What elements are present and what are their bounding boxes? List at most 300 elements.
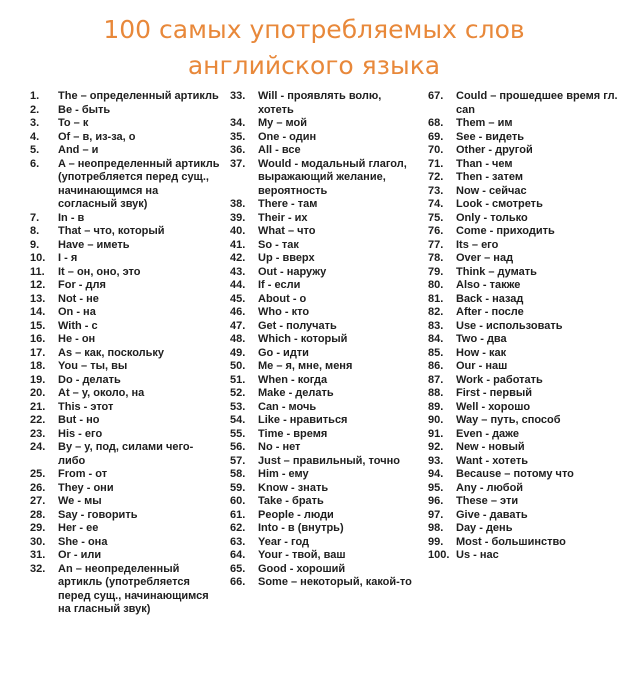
word-number: 42. <box>230 252 246 264</box>
word-item <box>30 428 220 442</box>
word-item <box>230 509 420 523</box>
word-text: Some – некоторый, какой-то <box>258 576 412 588</box>
word-text: Have – иметь <box>58 238 130 251</box>
word-text: So - так <box>258 238 299 251</box>
word-number: 51. <box>230 373 246 386</box>
word-text: If - если <box>258 279 301 291</box>
word-text: Her - ее <box>58 522 99 534</box>
word-text: It – он, оно, это <box>58 265 141 278</box>
word-number: 2. <box>30 103 40 116</box>
word-number: 34. <box>230 117 246 129</box>
word-number: 65. <box>230 562 246 575</box>
word-number: 90. <box>428 414 444 426</box>
word-item <box>428 333 623 347</box>
word-item <box>30 549 220 563</box>
word-item <box>230 347 420 361</box>
word-number: 92. <box>428 441 444 453</box>
word-item <box>30 225 220 239</box>
word-text: Of – в, из-за, о <box>58 130 136 143</box>
word-column-1 <box>30 90 220 617</box>
word-text: Because – потому что <box>456 468 574 480</box>
word-item <box>230 428 420 442</box>
word-item <box>230 360 420 374</box>
word-text: These – эти <box>456 495 519 507</box>
word-number: 83. <box>428 319 444 332</box>
word-text: Their - их <box>258 211 308 224</box>
word-item <box>428 455 623 469</box>
word-item <box>428 401 623 415</box>
word-item <box>230 495 420 509</box>
word-item <box>428 374 623 388</box>
word-item <box>428 428 623 442</box>
word-item <box>428 171 623 185</box>
word-text: You – ты, вы <box>58 360 128 372</box>
word-text: My – мой <box>258 117 307 129</box>
word-item <box>428 509 623 523</box>
page-title <box>0 12 628 84</box>
word-text: As – как, поскольку <box>58 346 165 359</box>
word-number: 17. <box>30 346 46 359</box>
word-number: 15. <box>30 319 46 332</box>
word-number: 77. <box>428 238 444 251</box>
word-item <box>30 347 220 361</box>
word-item <box>30 360 220 374</box>
word-text: Go - идти <box>258 346 309 359</box>
word-number: 99. <box>428 535 444 548</box>
word-text: When - когда <box>258 373 328 386</box>
word-number: 100. <box>428 549 450 561</box>
word-text: A – неопределенный артикль (употребляется перед сущ., начинающимся на согласный звук) <box>58 157 220 210</box>
word-text: Back - назад <box>456 292 524 305</box>
word-number: 91. <box>428 427 444 440</box>
word-number: 32. <box>30 562 46 575</box>
word-number: 1. <box>30 90 40 102</box>
word-number: 54. <box>230 414 246 426</box>
word-text: Get - получать <box>258 319 337 332</box>
word-number: 95. <box>428 481 444 494</box>
word-number: 48. <box>230 333 246 345</box>
word-item <box>230 401 420 415</box>
word-item <box>30 563 220 617</box>
word-item <box>230 212 420 226</box>
word-item <box>30 320 220 334</box>
word-number: 87. <box>428 373 444 386</box>
word-text: New - новый <box>456 441 525 453</box>
word-number: 73. <box>428 184 444 197</box>
word-number: 81. <box>428 292 444 305</box>
word-item <box>230 131 420 145</box>
word-number: 85. <box>428 346 444 359</box>
word-item <box>428 347 623 361</box>
word-text: Work - работать <box>456 373 543 386</box>
word-item <box>428 495 623 509</box>
word-number: 63. <box>230 535 246 548</box>
word-item <box>30 266 220 280</box>
word-number: 49. <box>230 346 246 359</box>
word-text: Year - год <box>258 535 310 548</box>
word-number: 35. <box>230 130 246 143</box>
word-number: 23. <box>30 427 46 440</box>
word-text: One - один <box>258 130 317 143</box>
word-text: That – что, который <box>58 225 165 237</box>
word-number: 29. <box>30 522 46 534</box>
word-item <box>30 495 220 509</box>
word-number: 56. <box>230 441 246 453</box>
word-text: Make - делать <box>258 387 334 399</box>
word-number: 86. <box>428 360 444 372</box>
word-item <box>30 509 220 523</box>
word-number: 72. <box>428 171 444 183</box>
word-text: Than - чем <box>456 157 513 170</box>
word-text: In - в <box>58 211 85 224</box>
word-number: 4. <box>30 130 40 143</box>
word-number: 98. <box>428 522 444 534</box>
word-item <box>428 90 623 117</box>
word-text: Its – его <box>456 238 499 251</box>
word-number: 89. <box>428 400 444 413</box>
word-number: 58. <box>230 468 246 480</box>
word-item <box>428 252 623 266</box>
title-line-1: 100 самых употребляемых слов <box>103 15 525 44</box>
word-number: 20. <box>30 387 46 399</box>
word-number: 79. <box>428 265 444 278</box>
word-text: Up - вверх <box>258 252 315 264</box>
word-item <box>428 468 623 482</box>
word-text: At – у, около, на <box>58 387 145 399</box>
word-number: 75. <box>428 211 444 224</box>
word-number: 59. <box>230 481 246 494</box>
word-text: Way – путь, способ <box>456 414 561 426</box>
word-text: Your - твой, ваш <box>258 549 346 561</box>
word-text: After - после <box>456 306 524 318</box>
word-text: Us - нас <box>456 549 499 561</box>
word-number: 21. <box>30 400 46 413</box>
word-number: 28. <box>30 508 46 521</box>
word-number: 53. <box>230 400 246 413</box>
word-number: 47. <box>230 319 246 332</box>
word-item <box>30 536 220 550</box>
word-text: Not - не <box>58 292 99 305</box>
word-text: This - этот <box>58 400 114 413</box>
word-number: 7. <box>30 211 40 224</box>
word-number: 55. <box>230 427 246 440</box>
word-item <box>30 293 220 307</box>
word-item <box>428 320 623 334</box>
word-text: Who - кто <box>258 306 310 318</box>
word-column-2 <box>230 90 420 590</box>
word-number: 38. <box>230 198 246 210</box>
word-item <box>428 212 623 226</box>
word-text: Then - затем <box>456 171 523 183</box>
word-text: See - видеть <box>456 130 524 143</box>
word-number: 30. <box>30 535 46 548</box>
word-text: Time - время <box>258 427 328 440</box>
word-number: 8. <box>30 225 40 237</box>
word-number: 84. <box>428 333 444 345</box>
word-number: 6. <box>30 157 40 170</box>
word-item <box>428 144 623 158</box>
word-item <box>230 441 420 455</box>
word-text: Just – правильный, точно <box>258 454 400 467</box>
word-item <box>30 117 220 131</box>
word-item <box>428 158 623 172</box>
word-item <box>30 306 220 320</box>
word-number: 76. <box>428 225 444 237</box>
word-number: 94. <box>428 468 444 480</box>
word-number: 18. <box>30 360 46 372</box>
word-number: 12. <box>30 279 46 291</box>
word-text: His - его <box>58 427 103 440</box>
word-number: 68. <box>428 117 444 129</box>
word-number: 36. <box>230 144 246 156</box>
word-text: Think – думать <box>456 265 537 278</box>
word-number: 69. <box>428 130 444 143</box>
word-text: All - все <box>258 144 301 156</box>
word-text: Into - в (внутрь) <box>258 522 344 534</box>
word-text: Like - нравиться <box>258 414 348 426</box>
word-item <box>30 104 220 118</box>
word-text: I - я <box>58 252 78 264</box>
word-item <box>428 279 623 293</box>
word-text: Him - ему <box>258 468 309 480</box>
word-text: For - для <box>58 279 106 291</box>
word-item <box>428 225 623 239</box>
word-number: 26. <box>30 481 46 494</box>
word-item <box>230 549 420 563</box>
title-line-2: английского языка <box>187 51 441 80</box>
word-text: But - но <box>58 414 100 426</box>
word-item <box>230 279 420 293</box>
word-number: 5. <box>30 144 40 156</box>
word-item <box>30 401 220 415</box>
word-text: Day - день <box>456 522 513 534</box>
word-text: Good - хороший <box>258 562 346 575</box>
word-text: Be - быть <box>58 103 111 116</box>
word-item <box>230 455 420 469</box>
word-item <box>230 239 420 253</box>
word-item <box>30 414 220 428</box>
word-item <box>30 279 220 293</box>
word-number: 41. <box>230 238 246 251</box>
word-text: Other - другой <box>456 144 533 156</box>
word-item <box>428 293 623 307</box>
word-item <box>230 266 420 280</box>
word-item <box>30 333 220 347</box>
word-number: 14. <box>30 306 46 318</box>
word-text: Out - наружу <box>258 265 327 278</box>
word-text: Look - смотреть <box>456 198 543 210</box>
word-item <box>230 117 420 131</box>
word-text: Also - также <box>456 279 521 291</box>
word-item <box>428 549 623 563</box>
word-item <box>230 198 420 212</box>
word-item <box>230 522 420 536</box>
word-item <box>230 144 420 158</box>
word-item <box>230 387 420 401</box>
word-text: No - нет <box>258 441 301 453</box>
word-item <box>428 387 623 401</box>
word-number: 71. <box>428 157 444 170</box>
word-number: 13. <box>30 292 46 305</box>
word-number: 50. <box>230 360 246 372</box>
word-number: 45. <box>230 292 246 305</box>
word-item <box>30 482 220 496</box>
word-number: 3. <box>30 117 40 129</box>
word-number: 24. <box>30 441 46 453</box>
word-text: To – к <box>58 117 89 129</box>
word-number: 11. <box>30 265 45 278</box>
word-text: Well - хорошо <box>456 400 531 413</box>
word-text: Want - хотеть <box>456 454 529 467</box>
word-number: 9. <box>30 238 40 251</box>
word-number: 66. <box>230 576 246 588</box>
word-text: On - на <box>58 306 96 318</box>
word-number: 62. <box>230 522 246 534</box>
word-text: She - она <box>58 535 108 548</box>
word-item <box>230 90 420 117</box>
word-text: Know - знать <box>258 481 329 494</box>
word-number: 93. <box>428 454 444 467</box>
word-item <box>30 522 220 536</box>
word-text: Will - проявлять волю, хотеть <box>258 90 382 116</box>
word-text: Only - только <box>456 211 528 224</box>
word-text: The – определенный артикль <box>58 90 219 102</box>
word-text: What – что <box>258 225 316 237</box>
word-text: They - они <box>58 481 114 494</box>
word-text: Give - давать <box>456 508 528 521</box>
word-text: He - он <box>58 333 96 345</box>
word-item <box>428 360 623 374</box>
word-number: 57. <box>230 454 246 467</box>
word-text: Most - большинство <box>456 535 566 548</box>
word-number: 33. <box>230 90 246 102</box>
word-item <box>30 144 220 158</box>
word-item <box>428 482 623 496</box>
word-number: 31. <box>30 549 46 561</box>
word-text: By – у, под, силами чего-либо <box>58 441 194 467</box>
word-text: First - первый <box>456 387 533 399</box>
word-item <box>30 212 220 226</box>
word-text: With - с <box>58 319 98 332</box>
word-item <box>230 320 420 334</box>
word-text: People - люди <box>258 508 334 521</box>
word-number: 22. <box>30 414 46 426</box>
word-item <box>230 536 420 550</box>
word-number: 40. <box>230 225 246 237</box>
word-text: Could – прошедшее время гл. can <box>456 90 618 116</box>
word-text: Do - делать <box>58 373 121 386</box>
word-number: 74. <box>428 198 444 210</box>
word-number: 97. <box>428 508 444 521</box>
word-number: 61. <box>230 508 246 521</box>
word-item <box>230 576 420 590</box>
word-item <box>428 441 623 455</box>
word-item <box>230 563 420 577</box>
word-item <box>30 239 220 253</box>
word-item <box>428 522 623 536</box>
word-item <box>230 252 420 266</box>
word-number: 19. <box>30 373 46 386</box>
word-text: Would - модальный глагол, выражающий желание, вероятность <box>258 157 407 197</box>
word-item <box>230 225 420 239</box>
word-text: How - как <box>456 346 507 359</box>
word-text: About - о <box>258 292 307 305</box>
word-text: Say - говорить <box>58 508 138 521</box>
word-item <box>30 158 220 212</box>
word-item <box>30 374 220 388</box>
word-number: 46. <box>230 306 246 318</box>
word-number: 60. <box>230 495 246 507</box>
word-text: And – и <box>58 144 99 156</box>
word-number: 16. <box>30 333 46 345</box>
word-item <box>428 198 623 212</box>
word-item <box>230 374 420 388</box>
word-number: 27. <box>30 495 46 507</box>
word-number: 10. <box>30 252 46 264</box>
word-item <box>30 468 220 482</box>
word-text: Come - приходить <box>456 225 555 237</box>
word-item <box>428 536 623 550</box>
word-item <box>230 333 420 347</box>
word-number: 52. <box>230 387 246 399</box>
word-text: Take - брать <box>258 495 324 507</box>
word-number: 39. <box>230 211 246 224</box>
word-item <box>30 131 220 145</box>
word-item <box>428 117 623 131</box>
word-number: 37. <box>230 157 246 170</box>
word-text: Them – им <box>456 117 513 129</box>
word-text: Which - который <box>258 333 348 345</box>
word-item <box>230 158 420 199</box>
word-text: An – неопределенный артикль (употребляется перед сущ., начинающимся на гласный звук) <box>58 562 209 615</box>
word-number: 70. <box>428 144 444 156</box>
word-text: There - там <box>258 198 318 210</box>
word-number: 64. <box>230 549 246 561</box>
word-item <box>428 131 623 145</box>
word-item <box>30 252 220 266</box>
word-number: 44. <box>230 279 246 291</box>
word-item <box>230 293 420 307</box>
word-item <box>230 468 420 482</box>
word-text: Any - любой <box>456 481 524 494</box>
word-item <box>230 414 420 428</box>
word-item <box>428 414 623 428</box>
word-text: From - от <box>58 468 108 480</box>
word-text: Over – над <box>456 252 514 264</box>
word-text: Me – я, мне, меня <box>258 360 353 372</box>
word-item <box>30 387 220 401</box>
word-number: 25. <box>30 468 46 480</box>
word-number: 80. <box>428 279 444 291</box>
word-text: Our - наш <box>456 360 508 372</box>
word-item <box>230 306 420 320</box>
word-text: Even - даже <box>456 427 519 440</box>
word-item <box>30 90 220 104</box>
word-number: 88. <box>428 387 444 399</box>
word-text: We - мы <box>58 495 102 507</box>
word-item <box>428 306 623 320</box>
word-number: 67. <box>428 90 444 102</box>
word-column-3 <box>428 90 623 563</box>
word-text: Can - мочь <box>258 400 317 413</box>
word-text: Two - два <box>456 333 507 345</box>
word-item <box>428 266 623 280</box>
word-number: 78. <box>428 252 444 264</box>
word-item <box>230 482 420 496</box>
word-item <box>30 441 220 468</box>
word-text: Now - сейчас <box>456 184 527 197</box>
word-number: 43. <box>230 265 246 278</box>
